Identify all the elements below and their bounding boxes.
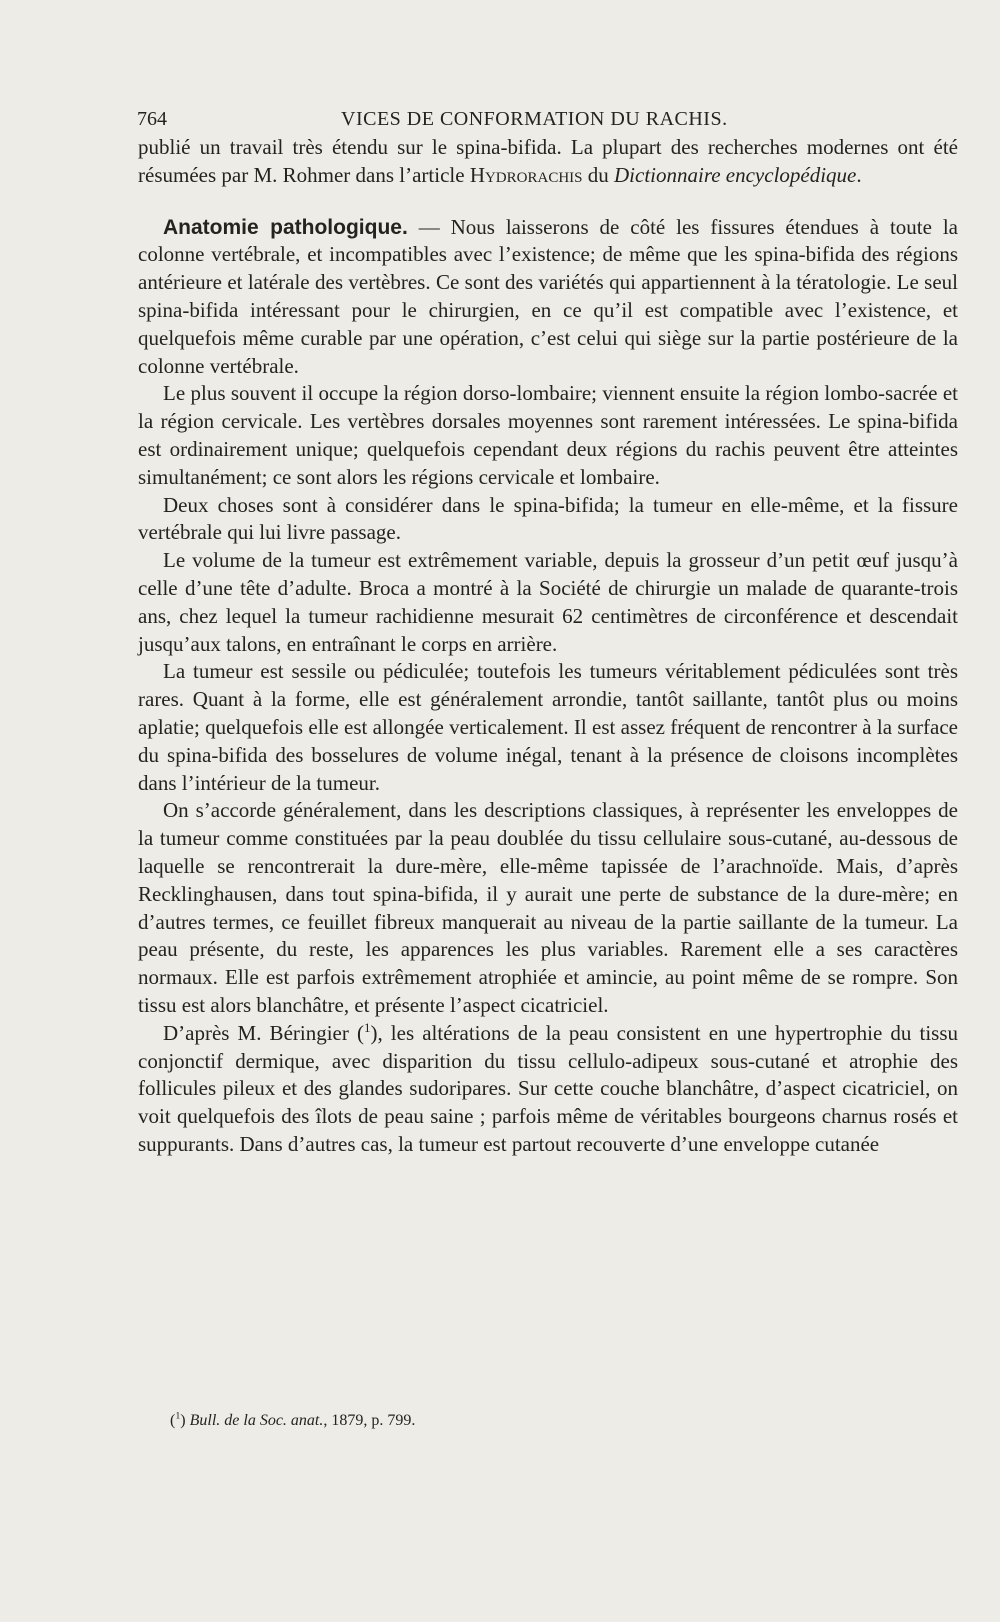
- paragraph-anatomie: Anatomie pathologique. — Nous laisserons de côté les fissures étendues à toute la colonne vertébrale, et incompatibles avec l’existence; de même que les spina-bifida des régions antérieure et latérale des vertèbres. Ce sont des variétés qui appartiennent à la tératologie. Le seul spina-bifida intéressant pour le chirurgien, en ce qu’il est compatible avec l’existence, et quelquefois même curable par une opération, c’est celui qui siège sur la partie postérieure de la colonne vertébrale.: [138, 214, 958, 378]
- body-text: [138, 134, 958, 1159]
- paragraph-beringier: D’après M. Béringier ($^1$), les altérations de la peau consistent en une hypertrophie du tissu conjonctif dermique, avec disparition du tissu cellulo-adipeux sous-cutané et atrophie des follicules pileux et des glandes sudoripares. Sur cette couche blanchâtre, d’aspect cicatriciel, on voit quelquefois des îlots de peau saine ; parfois même de véritables bourgeons charnus rosés et suppurants. Dans d’autres cas, la tumeur est partout recouverte d’une enveloppe cutanée: [138, 1019, 958, 1156]
- footnote-reference: 1: [363, 1019, 371, 1035]
- paragraph-envelopes: On s’accorde généralement, dans les descriptions classiques, à représenter les enveloppes de la tumeur comme constituées par la peau doublée du tissu cellulaire sous-cutané, au-dessous de laquelle se rencontrerait la dure-mère, elle-même tapissée de l’arachnoïde. Mais, d’après Recklinghausen, dans tout spina-bifida, il y aurait une perte de substance de la dure-mère; en d’autres termes, ce feuillet fibreux manquerait au niveau de la partie saillante de la tumeur. La peau présente, du reste, les apparences les plus variables. Rarement elle a ses caractères normaux. Elle est parfois extrêmement atrophiée et amincie, au point même de se rompre. Son tissu est alors blanchâtre, et présente l’aspect cicatriciel.: [138, 798, 958, 1017]
- dictionary-title: Dictionnaire encyclopédique: [614, 162, 857, 187]
- paragraph-two-things: Deux choses sont à considérer dans le spina-bifida; la tumeur en elle-même, et la fissure vertébrale qui lui livre passage.: [138, 492, 958, 545]
- footnote-mark: 1: [175, 1410, 181, 1422]
- paragraph-location: Le plus souvent il occupe la région dorso-lombaire; viennent ensuite la région lombo-sacrée et la région cervicale. Les vertèbres dorsales moyennes sont rarement intéressées. Le spina-bifida est ordinairement unique; quelquefois cependant deux régions du rachis peuvent être atteintes simultanément; ce sont alors les régions cervicale et lombaire.: [138, 381, 958, 489]
- paragraph-volume: Le volume de la tumeur est extrêmement variable, depuis la grosseur d’un petit œuf jusqu’à celle d’une tête d’adulte. Broca a montré à la Société de chirurgie un malade de quarante-trois ans, chez lequel la tumeur rachidienne mesurait 62 centimètres de circonférence et descendait jusqu’aux talons, en entraînant le corps en arrière.: [138, 548, 958, 656]
- footnote: ($^1$) Bull. de la Soc. anat., 1879, p. 799.: [170, 1410, 416, 1429]
- footnote-source: Bull. de la Soc. anat.: [189, 1412, 324, 1429]
- paragraph-continuation: publié un travail très étendu sur le spina-bifida. La plupart des recherches modernes ont été résumées par M. Rohmer dans l’article Hydrorachis du Dictionnaire encyclopédique.: [138, 135, 958, 187]
- page-header: [137, 104, 957, 134]
- article-name: Hydrorachis: [469, 162, 583, 187]
- page-number: 764: [137, 108, 167, 130]
- section-heading: Anatomie pathologique.: [163, 215, 408, 239]
- paragraph-form: La tumeur est sessile ou pédiculée; toutefois les tumeurs véritablement pédiculées sont très rares. Quant à la forme, elle est généralement arrondie, tantôt saillante, tantôt plus ou moins aplatie; quelquefois elle est allongée verticalement. Il est assez fréquent de rencontrer à la surface du spina-bifida des bosselures de volume inégal, tenant à la présence de cloisons incomplètes dans l’intérieur de la tumeur.: [138, 659, 958, 795]
- running-title: VICES DE CONFORMATION DU RACHIS.: [341, 108, 728, 130]
